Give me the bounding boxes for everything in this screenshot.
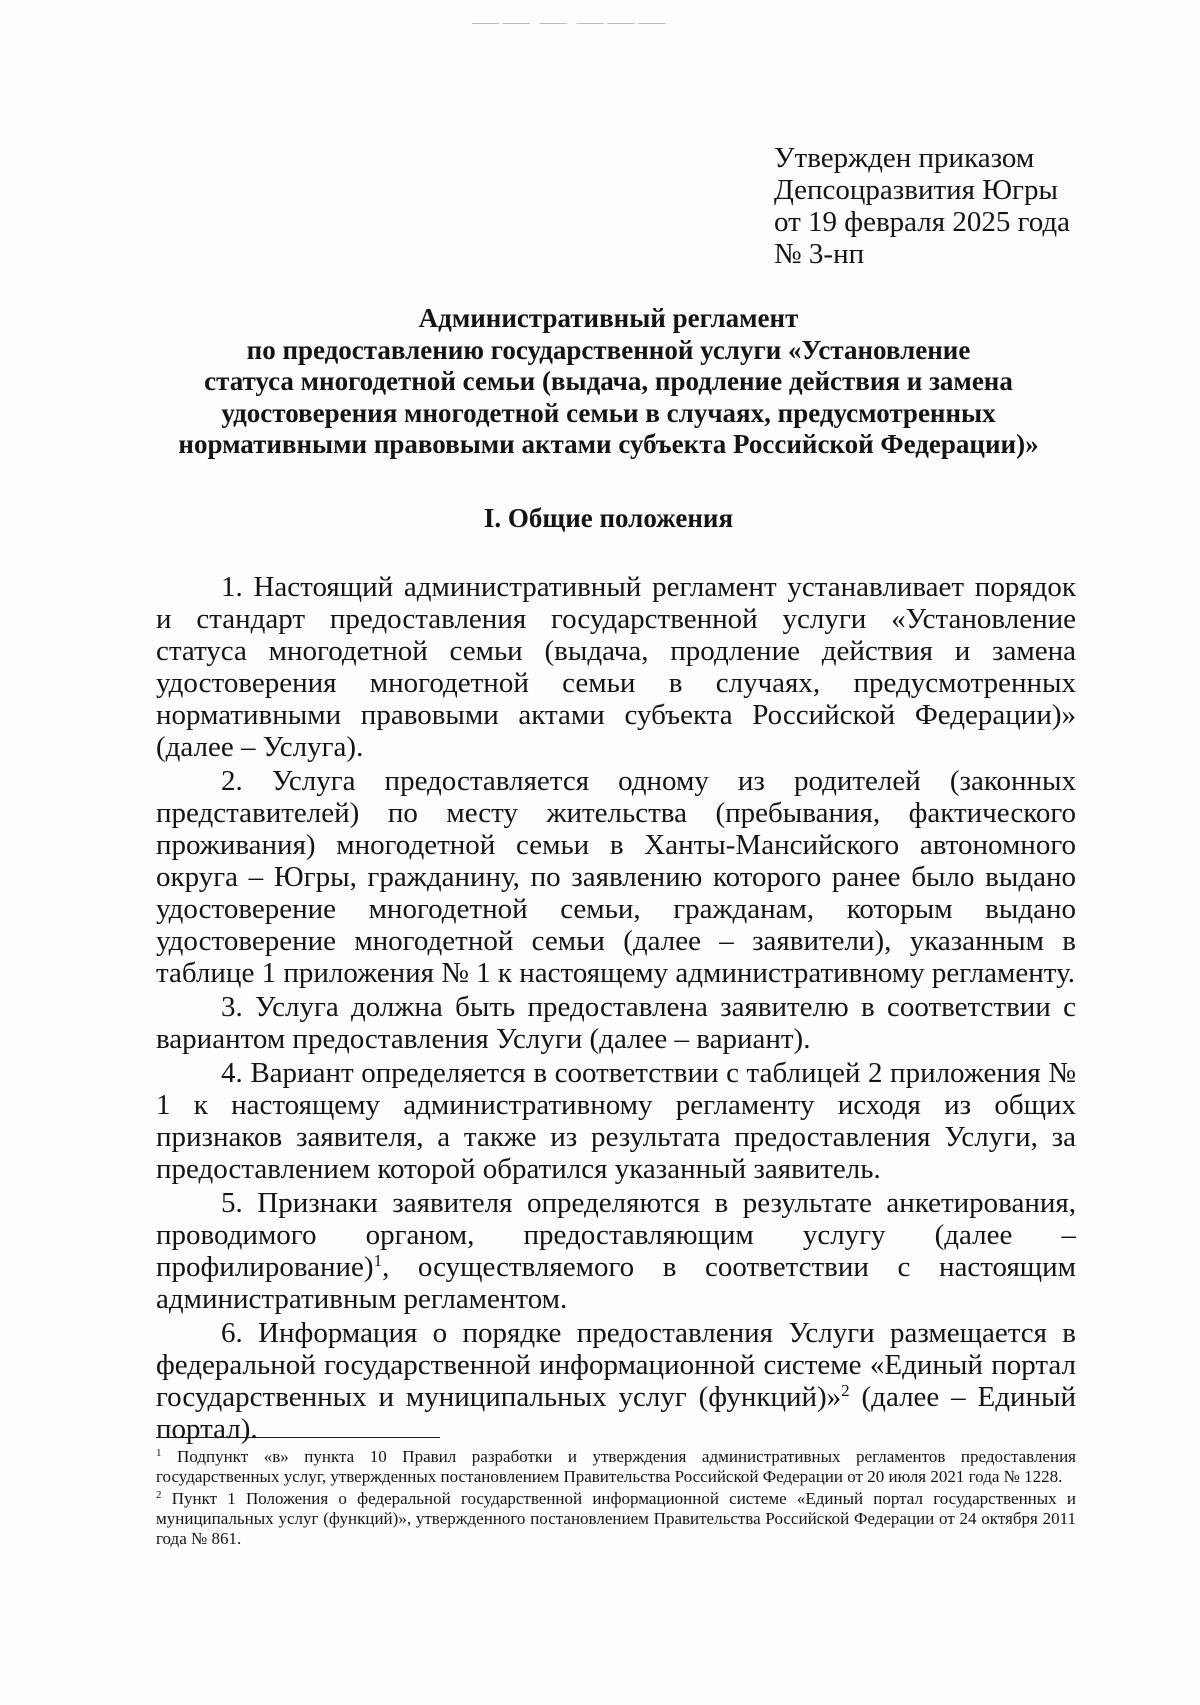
footnote-divider (156, 1437, 440, 1438)
document-title (120, 303, 1097, 461)
footnote-1 (156, 1447, 1076, 1487)
paragraph-5 (156, 1187, 1076, 1315)
faint-stamp-imprint: ⸺⸺ ⸺ ⸺⸺⸺ (470, 13, 668, 32)
paragraph-1: 1. Настоящий административный регламент устанавливает порядок и стандарт предоставления государственной услуги «Установление статуса многодетной семьи (выдача, продление действия и замена удостоверения многодетной семьи в случаях, предусмотренных нормативными правовыми актами субъекта Российской Федерации)» (далее – Услуга). (156, 571, 1076, 763)
paragraph-6-text: 6. Информация о порядке предоставления Услуги размещается в федеральной государственной информационной системе «Единый портал государственных и муниципальных услуг (функций)» (156, 1317, 1076, 1413)
paragraph-4: 4. Вариант определяется в соответствии с таблицей 2 приложения № 1 к настоящему административному регламенту исходя из общих признаков заявителя, а также из результата предоставления Услуги, за предоставлением которой обратился указанный заявитель. (156, 1057, 1076, 1185)
title-line: по предоставлению государственной услуги «Установление (246, 334, 971, 365)
approval-line: № 3-нп (774, 238, 865, 270)
title-line: удостоверения многодетной семьи в случаях, предусмотренных (221, 397, 996, 428)
footnote-2 (156, 1489, 1076, 1549)
approval-line: Утвержден приказом (774, 142, 1035, 174)
paragraph-2: 2. Услуга предоставляется одному из родителей (законных представителей) по месту жительства (пребывания, фактического проживания) многодетной семьи в Ханты-Мансийского автономного округа – Югры, гражданину, по заявлению которого ранее было выдано удостоверение многодетной семьи, гражданам, которым выдано удостоверение многодетной семьи (далее – заявители), указанным в таблице 1 приложения № 1 к настоящему административному регламенту. (156, 765, 1076, 989)
footnote-2-mark: 2 (156, 1489, 162, 1501)
paragraph-5-text: 5. Признаки заявителя определяются в результате анкетирования, проводимого органом, предоставляющим услугу (далее – профилирование) (156, 1187, 1076, 1283)
paragraph-6 (156, 1317, 1076, 1445)
title-line: Административный регламент (418, 303, 799, 333)
footnote-ref-1: 1 (373, 1251, 383, 1270)
footnote-1-text: Подпункт «в» пункта 10 Правил разработки и утверждения административных регламентов предоставления государственных услуг, утвержденных постановлением Правительства Российской Федерации от 20 июля 2021 года № 1228. (156, 1447, 1076, 1486)
approval-line: Депсоцразвития Югры (774, 174, 1058, 206)
document-body (156, 571, 1076, 1445)
footnote-1-mark: 1 (156, 1447, 162, 1459)
title-line: нормативными правовыми актами субъекта Российской Федерации)» (178, 429, 1039, 459)
approval-block (774, 142, 1174, 270)
paragraph-3: 3. Услуга должна быть предоставлена заявителю в соответствии с вариантом предоставления Услуги (далее – вариант). (156, 991, 1076, 1055)
footnotes (156, 1447, 1076, 1551)
approval-line: от 19 февраля 2025 года (774, 206, 1071, 238)
section-heading: I. Общие положения (483, 503, 734, 533)
title-line: статуса многодетной семьи (выдача, продление действия и замена (204, 366, 1013, 396)
paragraph-6-text-cont: (далее – Единый портал). (156, 1381, 1077, 1445)
footnote-ref-2: 2 (841, 1381, 850, 1400)
footnote-2-text: Пункт 1 Положения о федеральной государственной информационной системе «Единый портал государственных и муниципальных услуг (функций)», утвержденного постановлением Правительства Российской Федерации от 24 октября 2011 года № 861. (156, 1489, 1076, 1548)
paragraph-5-text-cont: , осуществляемого в соответствии с настоящим административным регламентом. (156, 1251, 1076, 1315)
